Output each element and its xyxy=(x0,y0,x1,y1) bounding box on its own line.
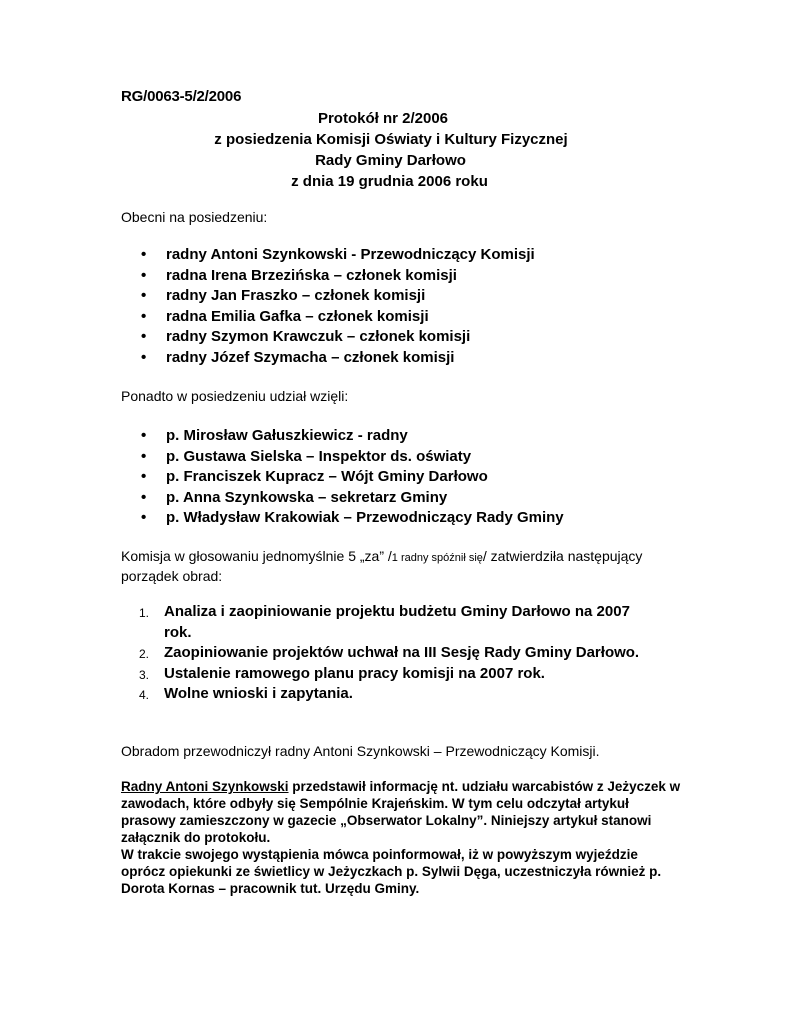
agenda-list xyxy=(139,602,659,705)
bullet-icon: • xyxy=(141,348,147,366)
list-item xyxy=(141,426,564,447)
bullet-icon: • xyxy=(141,447,147,465)
agenda-item xyxy=(139,602,659,643)
agenda-item xyxy=(139,684,659,705)
document-reference: RG/0063-5/2/2006 xyxy=(121,88,242,105)
list-item xyxy=(141,508,564,529)
document-title xyxy=(0,108,791,192)
bullet-icon: • xyxy=(141,328,147,345)
list-item xyxy=(141,266,535,287)
list-item xyxy=(141,245,535,266)
list-item xyxy=(141,467,564,488)
vote-line: porządek obrad: xyxy=(121,568,223,584)
present-heading: Obecni na posiedzeniu: xyxy=(121,209,268,225)
list-item xyxy=(141,307,535,328)
agenda-text: Zaopiniowanie projektów uchwał na III Sesję Rady Gminy Darłowo. xyxy=(164,644,640,661)
list-item-text: radna Emilia Gafka – członek komisji xyxy=(166,307,429,325)
list-item xyxy=(141,348,535,369)
body-text: przedstawił informację nt. udziału warcabistów z Jeżyczek w zawodach, które odbyły się Sempólnie Krajeńskim. W tym celu odczytał artykuł prasowy zamieszczony w gazecie „Obserwator Lokalny”. Niniejszy artykuł stanowi załącznik do protokołu. xyxy=(121,779,681,845)
bullet-icon: • xyxy=(141,427,147,444)
bullet-icon: • xyxy=(141,307,147,325)
agenda-text: Ustalenie ramowego planu pracy komisji na 2007 rok. xyxy=(164,664,545,682)
list-item xyxy=(141,488,564,509)
bullet-icon: • xyxy=(141,468,147,485)
vote-paragraph xyxy=(121,547,642,585)
list-item-text: p. Władysław Krakowiak – Przewodniczący Rady Gminy xyxy=(166,509,564,526)
agenda-text: Analiza i zaopiniowanie projektu budżetu Gminy Darłowo na 2007 rok. xyxy=(164,603,630,641)
list-item-text: p. Mirosław Gałuszkiewicz - radny xyxy=(166,427,408,444)
others-heading: Ponadto w posiedzeniu udział wzięli: xyxy=(121,388,349,404)
vote-line xyxy=(121,547,642,567)
list-item-text: p. Franciszek Kupracz – Wójt Gminy Darłowo xyxy=(166,468,488,485)
list-item xyxy=(141,447,564,468)
list-item-text: p. Anna Szynkowska – sekretarz Gminy xyxy=(166,488,448,506)
list-item-text: radny Antoni Szynkowski - Przewodniczący Komisji xyxy=(166,246,535,263)
title-line: z dnia 19 grudnia 2006 roku xyxy=(291,173,488,190)
list-item-text: radny Szymon Krawczuk – członek komisji xyxy=(166,328,471,345)
others-list xyxy=(141,426,564,529)
bullet-icon: • xyxy=(141,287,147,304)
bullet-icon: • xyxy=(141,266,147,284)
list-item-text: radna Irena Brzezińska – członek komisji xyxy=(166,266,457,284)
list-item xyxy=(141,286,535,307)
vote-text: Komisja w głosowaniu jednomyślnie 5 „za” / xyxy=(121,548,392,564)
bullet-icon: • xyxy=(141,246,147,263)
list-item-text: radny Jan Fraszko – członek komisji xyxy=(166,287,426,304)
speaker-name: Radny Antoni Szynkowski xyxy=(121,779,289,794)
agenda-number: 1. xyxy=(139,606,150,620)
vote-note: 1 radny spóźnił się xyxy=(391,552,483,564)
vote-text: / zatwierdziła następujący xyxy=(482,548,643,564)
agenda-item xyxy=(139,643,659,664)
agenda-item xyxy=(139,664,659,685)
bullet-icon: • xyxy=(141,509,147,526)
agenda-text: Wolne wnioski i zapytania. xyxy=(164,685,353,702)
list-item-text: p. Gustawa Sielska – Inspektor ds. oświaty xyxy=(166,447,472,465)
agenda-number: 3. xyxy=(139,667,150,682)
agenda-number: 4. xyxy=(139,688,150,702)
title-line: Protokół nr 2/2006 xyxy=(317,110,449,127)
body-text: W trakcie swojego wystąpienia mówca poinformował, iż w powyższym wyjeździe oprócz opiekunki ze świetlicy w Jeżyczkach p. Sylwii Dęga, uczestniczyła również p. Dorota Kornas – pracownik tut. Urzędu Gminy. xyxy=(121,847,662,896)
title-line: z posiedzenia Komisji Oświaty i Kultury Fizycznej xyxy=(214,131,568,148)
list-item-text: radny Józef Szymacha – członek komisji xyxy=(166,348,455,366)
body-paragraph xyxy=(121,778,681,897)
present-list xyxy=(141,245,535,368)
agenda-number: 2. xyxy=(139,647,150,661)
chair-line: Obradom przewodniczył radny Antoni Szynkowski – Przewodniczący Komisji. xyxy=(121,743,600,759)
list-item xyxy=(141,327,535,348)
title-line: Rady Gminy Darłowo xyxy=(315,152,466,169)
bullet-icon: • xyxy=(141,488,147,506)
